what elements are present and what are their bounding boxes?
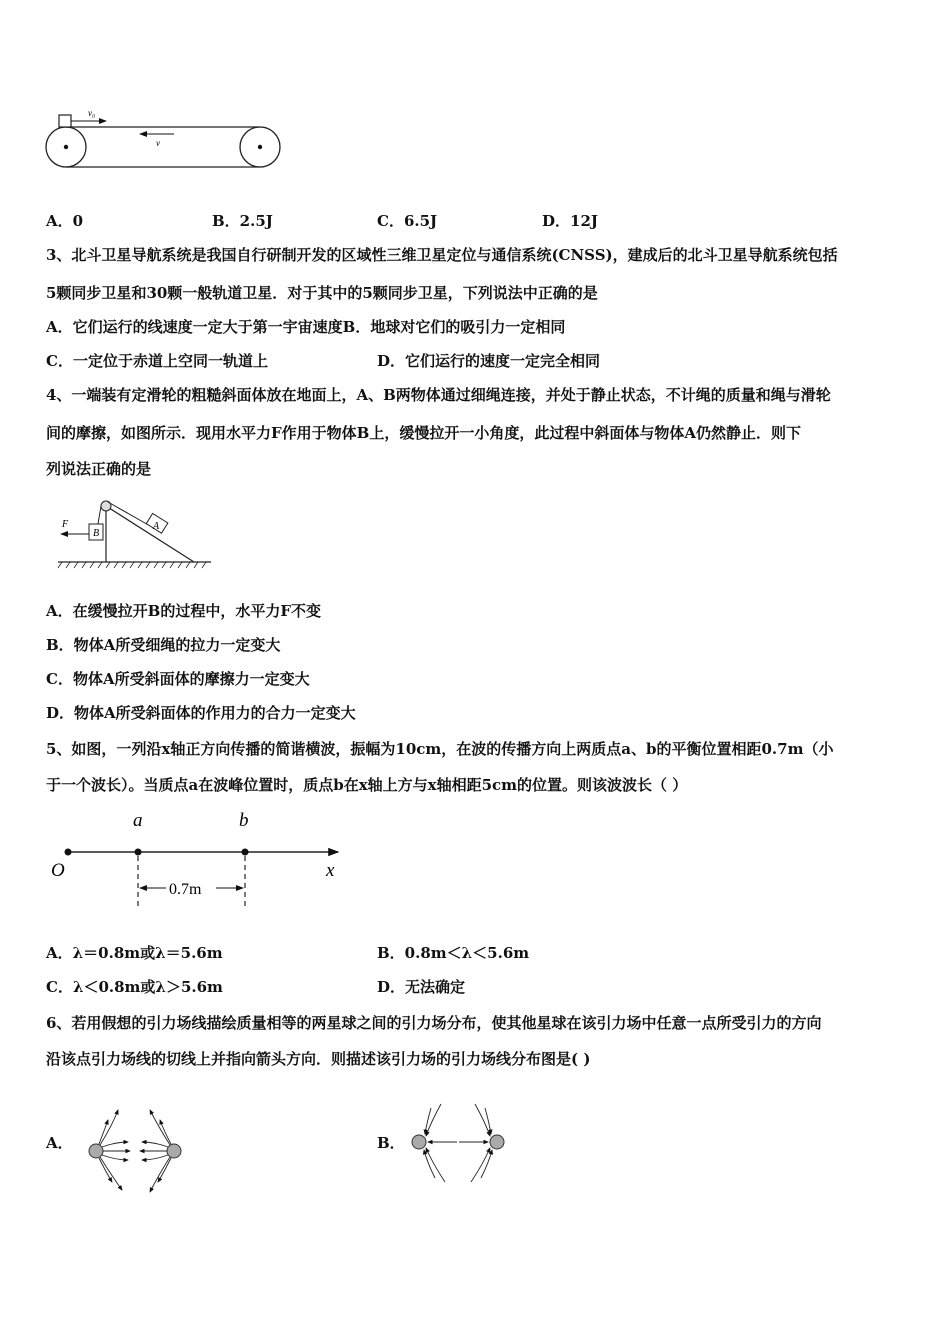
point-b — [242, 849, 249, 856]
v0-label: v₀ — [88, 108, 96, 118]
q4-option-d[interactable]: D．物体A所受斜面体的作用力的合力一定变大 — [46, 704, 356, 722]
distance-label: 0.7m — [169, 881, 202, 898]
q5-option-b[interactable]: B．0.8m＜λ＜5.6m — [377, 944, 530, 962]
q4-option-a[interactable]: A．在缓慢拉开B的过程中，水平力F不变 — [46, 602, 321, 620]
q2-option-b[interactable]: B．2.5J — [212, 212, 273, 230]
x-axis-label: x — [326, 860, 335, 881]
field-lines-right — [140, 1110, 171, 1192]
q6-stem-line-1: 6、若用假想的引力场线描绘质量相等的两星球之间的引力场分布，使其他星球在该引力场中任意一点所受引力的方向 — [46, 1014, 822, 1032]
q2-option-a[interactable]: A．0 — [46, 212, 84, 230]
block-a-label: A — [153, 521, 160, 532]
point-a-label: a — [133, 810, 143, 831]
point-a — [135, 849, 142, 856]
q3-stem-line-2: 5颗同步卫星和30颗一般轨道卫星．对于其中的5颗同步卫星，下列说法中正确的是 — [46, 284, 598, 302]
rope-to-b — [98, 506, 101, 524]
force-f-label: F — [62, 519, 69, 530]
q5-stem-line-2: 于一个波长）。当质点a在波峰位置时，质点b在x轴上方与x轴相距5cm的位置。则该波波长（ ） — [46, 776, 688, 794]
origin-label: O — [51, 860, 65, 881]
field-lines-inward — [424, 1104, 492, 1182]
q3-option-d[interactable]: D．它们运行的速度一定完全相同 — [377, 352, 601, 370]
incline-pulley-figure — [56, 494, 216, 569]
block — [59, 115, 71, 127]
conveyor-belt-figure — [44, 108, 284, 173]
field-lines-option-b — [405, 1100, 515, 1186]
wave-axis-figure — [48, 808, 358, 908]
q4-stem-line-2: 间的摩擦，如图所示．现用水平力F作用于物体B上，缓慢拉开一小角度，此过程中斜面体与物体A仍然静止．则下 — [46, 424, 801, 442]
block-b-label: B — [93, 528, 100, 539]
q3-option-ab[interactable]: A．它们运行的线速度一定大于第一宇宙速度B．地球对它们的吸引力一定相同 — [46, 318, 566, 336]
field-lines-option-a — [84, 1106, 194, 1192]
star-left — [89, 1144, 103, 1158]
q5-option-a[interactable]: A．λ＝0.8m或λ＝5.6m — [46, 944, 223, 962]
origin-point — [65, 849, 72, 856]
q2-option-c[interactable]: C．6.5J — [377, 212, 438, 230]
q6-option-a[interactable]: A． — [46, 1134, 73, 1152]
q3-stem-line-1: 3、北斗卫星导航系统是我国自行研制开发的区域性三维卫星定位与通信系统(CNSS)，建成后的北斗卫星导航系统包括 — [46, 246, 838, 264]
q4-stem-line-1: 4、一端装有定滑轮的粗糙斜面体放在地面上，A、B两物体通过细绳连接，并处于静止状态，不计绳的质量和绳与滑轮 — [46, 386, 831, 404]
field-lines-left — [99, 1110, 130, 1190]
q3-option-c[interactable]: C．一定位于赤道上空同一轨道上 — [46, 352, 268, 370]
q5-option-c[interactable]: C．λ＜0.8m或λ＞5.6m — [46, 978, 223, 996]
right-pulley — [240, 127, 280, 167]
star-left — [412, 1135, 426, 1149]
q4-option-c[interactable]: C．物体A所受斜面体的摩擦力一定变大 — [46, 670, 310, 688]
q2-option-d[interactable]: D．12J — [542, 212, 598, 230]
incline — [106, 506, 194, 562]
q4-option-b[interactable]: B．物体A所受细绳的拉力一定变大 — [46, 636, 281, 654]
star-right — [490, 1135, 504, 1149]
point-b-label: b — [239, 810, 249, 831]
q6-stem-line-2: 沿该点引力场线的切线上并指向箭头方向．则描述该引力场的引力场线分布图是( ) — [46, 1050, 591, 1068]
v-label: v — [156, 138, 160, 148]
star-right — [167, 1144, 181, 1158]
q5-stem-line-1: 5、如图，一列沿x轴正方向传播的简谐横波，振幅为10cm，在波的传播方向上两质点a、b的平衡位置相距0.7m（小 — [46, 740, 834, 758]
q4-stem-line-3: 列说法正确的是 — [46, 460, 152, 478]
ground-hatch — [58, 562, 206, 568]
rope-to-a — [108, 502, 152, 527]
left-pulley — [46, 127, 86, 167]
q5-option-d[interactable]: D．无法确定 — [377, 978, 466, 996]
q6-option-b[interactable]: B． — [377, 1134, 405, 1152]
